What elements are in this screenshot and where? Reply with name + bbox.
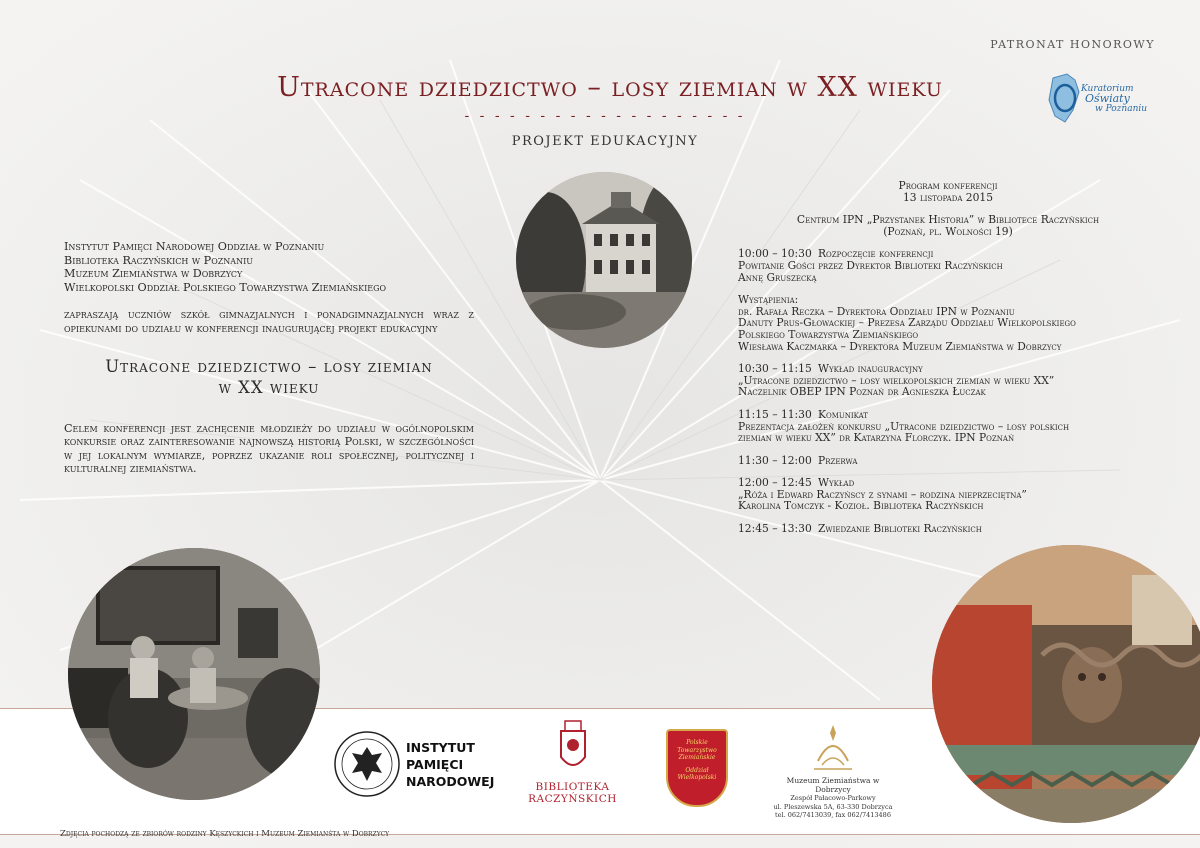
muzeum-emblem-icon <box>808 721 858 773</box>
session-title: Zwiedzanie Biblioteki Raczyńskich <box>818 522 982 536</box>
session-title: Wystąpienia: <box>738 293 799 307</box>
session-time: 12:00 – 12:45 <box>738 476 812 490</box>
ipn-eagle-icon <box>332 729 402 799</box>
session-title: Komunikat <box>818 407 868 421</box>
session-line: Prezentacja założeń konkursu „Utracone dziedzictwo – losy polskich <box>738 419 1070 433</box>
ipn-name-line3: NARODOWEJ <box>406 774 495 789</box>
subtitle: PROJEKT EDUKACYJNY <box>511 134 699 149</box>
ptz-line2: Towarzystwo <box>677 746 717 754</box>
ipn-name-line1: INSTYTUT <box>406 740 475 755</box>
session-line: Danuty Prus-Głowackiej – Prezesa Zarządu Oddziału Wielkopolskiego <box>738 316 1076 330</box>
session-line: Naczelnik OBEP IPN Poznań dr Agnieszka Łuczak <box>738 385 986 399</box>
session-break <box>738 455 1158 467</box>
ptz-line1: Polskie <box>686 739 708 746</box>
program-date: 13 listopada 2015 <box>903 190 993 204</box>
conference-program <box>738 180 1158 535</box>
session-line: ziemian w wieku XX” dr Katarzyna Florczyk. IPN Poznań <box>738 431 1015 445</box>
session-line: „Utracone dziedzictwo – losy wielkopolskich ziemian w wieku XX” <box>738 373 1055 387</box>
session-speeches <box>738 294 1158 352</box>
session-title: Wykład <box>818 476 855 490</box>
muzeum-name: Muzeum Ziemiaństwa w Dobrzycy <box>786 776 880 794</box>
program-venue-address: (Poznań, pl. Wolności 19) <box>883 224 1013 238</box>
session-line: dr. Rafała Reczka – Dyrektora Oddziału IPN w Poznaniu <box>738 304 1015 318</box>
organizer-ipn: Instytut Pamięci Narodowej Oddział w Poznaniu <box>64 240 325 253</box>
ptz-line5: Wielkopolski <box>677 774 717 781</box>
goal-text: Celem konferencji jest zachęcenie młodzieży do udziału w ogólnopolskim konkursie oraz zainteresowanie najnowszą historią Polski, w szczególności w jej lokalnym wymiarze, poprzez ukazanie roli społecznej, politycznej i kulturalnej ziemiaństwa. <box>64 421 474 476</box>
session-line: Karolina Tomczyk - Kozioł. Biblioteka Raczyńskich <box>738 499 984 513</box>
session-time: 12:45 – 13:30 <box>738 522 812 536</box>
biblioteka-name-line1: BIBLIOTEKA <box>535 781 610 793</box>
muzeum-phone: tel. 062/7413039, fax 062/7413486 <box>775 811 891 819</box>
fresco-photo <box>932 545 1200 823</box>
organizer-ptz: Wielkopolski Oddział Polskiego Towarzystwa Ziemiańskiego <box>64 280 387 294</box>
muzeum-address: ul. Pleszewska 5A, 63-330 Dobrzyca <box>773 802 893 811</box>
patronage-label: PATRONAT HONOROWY <box>990 38 1155 51</box>
session-line: Powitanie Gości przez Dyrektor Biblioteki Raczyńskich <box>738 258 1003 272</box>
conference-title-line1: Utracone dziedzictwo – losy ziemian <box>105 356 433 376</box>
interior-photo <box>68 548 320 800</box>
ptz-line4: Oddział <box>685 766 709 774</box>
kuratorium-line2: Oświaty <box>1085 92 1130 105</box>
program-venue: Centrum IPN „Przystanek Historia” w Bibliotece Raczyńskich <box>796 213 1100 227</box>
session-inaugural-lecture <box>738 363 1158 398</box>
session-time: 10:30 – 11:15 <box>738 362 812 376</box>
session-opening <box>738 248 1158 283</box>
organizer-biblioteka: Biblioteka Raczyńskich w Poznaniu <box>64 253 253 267</box>
kuratorium-line1: Kuratorium <box>1081 84 1134 94</box>
ptz-logo <box>666 729 728 807</box>
ptz-line3: Ziemiańskie <box>678 754 716 761</box>
session-lecture <box>738 477 1158 512</box>
kuratorium-line3: w Poznaniu <box>1095 104 1148 114</box>
session-time: 11:15 – 11:30 <box>738 407 812 421</box>
session-time: 10:00 – 10:30 <box>738 247 812 261</box>
muzeum-logo <box>768 721 898 821</box>
organizer-muzeum: Muzeum Ziemiaństwa w Dobrzycy <box>64 267 243 281</box>
manor-photo <box>516 172 692 348</box>
muzeum-line2: Zespół Pałacowo-Parkowy <box>790 794 876 802</box>
session-tour <box>738 523 1158 535</box>
session-title: Rozpoczęcie konferencji <box>818 247 934 261</box>
biblioteka-logo <box>525 717 620 817</box>
ipn-logo <box>332 729 512 809</box>
main-title: Utracone dziedzictwo – losy ziemian w XX wieku <box>277 72 943 103</box>
invitation-text: zapraszają uczniów szkół gimnazjalnych i ponadgimnazjalnych wraz z opiekunami do udziału w konferencji inaugurującej projekt edukacyjny <box>64 308 474 335</box>
title-divider: - - - - - - - - - - - - - - - - - - - <box>464 108 746 124</box>
session-line: Annę Gruszecką <box>738 270 817 284</box>
ipn-name-line2: PAMIĘCI <box>406 757 464 772</box>
biblioteka-name-line2: RACZYŃSKICH <box>528 793 617 805</box>
program-heading: Program konferencji <box>898 179 998 192</box>
session-title: Wykład inauguracyjny <box>818 362 923 376</box>
session-announcement <box>738 409 1158 444</box>
session-line: „Róża i Edward Raczyńscy z synami – rodzina nieprzeciętna” <box>738 487 1027 501</box>
left-column <box>64 240 474 476</box>
conference-title-line2: w XX wieku <box>218 377 320 397</box>
session-title: Przerwa <box>818 453 858 467</box>
session-time: 11:30 – 12:00 <box>738 453 812 467</box>
raczynski-crest-icon <box>553 717 593 777</box>
session-line: Polskiego Towarzystwa Ziemiańskiego <box>738 327 919 341</box>
session-line: Wiesława Kaczmarka – Dyrektora Muzeum Ziemiaństwa w Dobrzycy <box>738 339 1062 353</box>
photo-credit: Zdjęcia pochodzą ze zbiorów rodziny Kęszyckich i Muzeum Ziemianśta w Dobrzycy <box>60 829 390 839</box>
